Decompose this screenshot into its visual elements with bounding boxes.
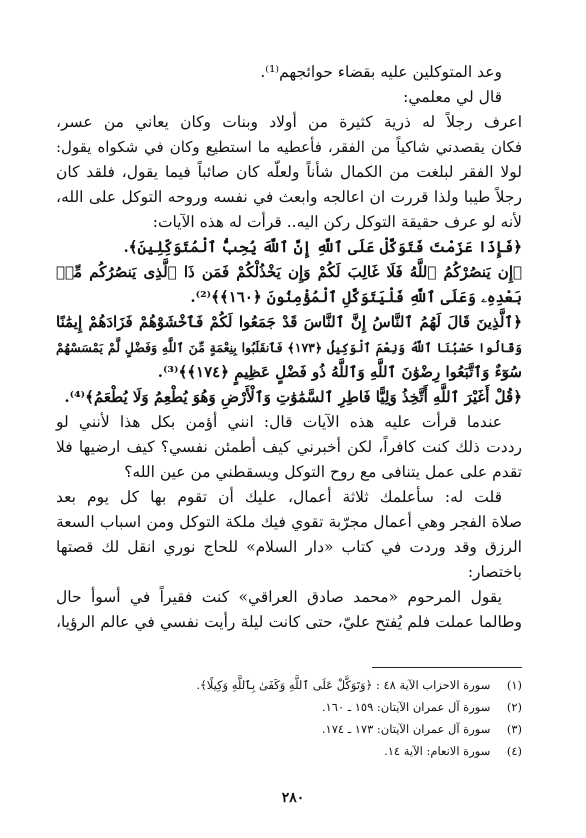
text-line: رددت ذلك كنت كافراً، لكن أخبرني كيف أطمئن نفسي؟ كيف ارضيها فلا	[56, 438, 522, 456]
text-line: لأنه لو عرف حقيقة التوكل ركن اليه.. قرأت له هذه الآيات:	[152, 213, 522, 231]
text-line: الرزق وقد وردت في كتاب «دار السلام» للحاج نوري انقل لك قصتها	[56, 538, 522, 556]
text-line: تقدم على عمل يتنافى مع روح التوكل ويسقطني من عين الله؟	[124, 463, 522, 481]
text-line: لولا الفقر لبلغت من الكمال شأناً ولعلّه كان صائباً فيما يقول، فلقد كان	[56, 163, 522, 181]
footnote-number: (٣)	[506, 722, 522, 736]
text-line: اعرف رجلاً له ذرية كثيرة من أولاد وبنات وكان يعاني من عسر،	[56, 113, 522, 131]
text-line: وطالما عملت فلم يُفتح عليّ، حتى كانت ليلة رأيت نفسي في عالم الرؤيا،	[56, 613, 522, 631]
body-text	[56, 60, 522, 635]
text-line: قلت له: سأعلمك ثلاثة أعمال، عليك أن تقوم بها كل يوم بعد	[56, 488, 502, 506]
footnote-divider	[372, 667, 522, 668]
quran-verse: وَقَالُوا حَسْبُنَا ٱللَّهُ وَنِعْمَ ٱلْوَكِيلُ ﴿١٧٣﴾ فَٱنقَلَبُوا بِنِعْمَةٍ مِّنَ ٱللَّهِ وَفَضْلٍ لَّمْ يَمْسَسْهُمْ	[56, 340, 522, 355]
quran-verse: ﴿فَإِذَا عَزَمْتَ فَتَوَكَّلْ عَلَى ٱللَّهِ إِنَّ ٱللَّهَ يُحِبُّ ٱلْمُتَوَكِّلِينَ﴾.	[123, 238, 522, 256]
text-line: وعد المتوكلين عليه بقضاء حوائجهم⁽¹⁾.	[260, 63, 502, 81]
text-line: عندما قرأت عليه هذه الآيات قال: انني أؤمن بكل هذا لأنني لو	[56, 413, 502, 431]
footnote-item	[56, 740, 522, 762]
footnote-number: (٤)	[506, 744, 522, 758]
text-line: رجلاً طيبا ولذا قررت ان اعالجه وابعث في نفسه وروحه التوكل على الله،	[56, 188, 522, 206]
footnotes	[56, 674, 522, 762]
footnote-item	[56, 674, 522, 696]
text-line: يقول المرحوم «محمد صادق العراقي» كنت فقيراً في أسوأ حال	[56, 588, 502, 606]
text-line: قال لي معلمي:	[403, 88, 502, 106]
footnote-text: سورة آل عمران الآيتان: ١٥٩ ـ ١٦٠.	[321, 700, 491, 714]
quran-verse: سُوٓءٌ وَٱتَّبَعُوا رِضْوَٰنَ ٱللَّهِ وَٱللَّهُ ذُو فَضْلٍ عَظِيمٍ ﴿١٧٤﴾﴾⁽³⁾.	[157, 363, 522, 381]
footnote-text: سورة آل عمران الآيتان: ١٧٣ ـ ١٧٤.	[321, 722, 491, 736]
quran-verse: ﴿قُلْ أَغَيْرَ ٱللَّهِ أَتَّخِذُ وَلِيًّا فَاطِرِ ٱلسَّمَٰوَٰتِ وَٱلْأَرْضِ وَهُوَ يُطْعِمُ وَلَا يُطْعَمُ﴾⁽⁴⁾.	[64, 388, 522, 406]
quran-verse: بَعْدِهِۦ وَعَلَى ٱللَّهِ فَلْيَتَوَكَّلِ ٱلْمُؤْمِنُونَ ﴿١٦٠﴾﴾⁽²⁾.	[190, 288, 522, 306]
footnote-number: (١)	[506, 678, 522, 692]
page-number: ٢٨٠	[281, 790, 305, 806]
footnote-text: سورة الاحزاب الآية ٤٨ : ﴿وَتَوَكَّلْ عَلَى ٱللَّهِ وَكَفَىٰ بِٱللَّهِ وَكِيلًا﴾.	[196, 678, 491, 692]
footnote-item	[56, 696, 522, 718]
footnote-text: سورة الانعام: الآية ١٤.	[384, 744, 491, 758]
quran-verse: ﴿إِن يَنصُرْكُمُ ٱللَّهُ فَلَا غَالِبَ لَكُمْ وَإِن يَخْذُلْكُمْ فَمَن ذَا ٱلَّذِى يَنصُرُكُم مِّنۢ	[56, 263, 522, 281]
footnote-number: (٢)	[506, 700, 522, 714]
footnote-item	[56, 718, 522, 740]
text-line: باختصار:	[467, 563, 522, 581]
text-line: صلاة الفجر وهي أعمال مجرّبة تقوي فيك ملكة التوكل ومن اسباب السعة	[56, 513, 522, 531]
text-line: فكان يقصدني شاكياً من الفقر، فأعطيه ما استطيع وكان في شكواه يقول:	[56, 138, 522, 156]
quran-verse: ﴿ٱلَّذِينَ قَالَ لَهُمُ ٱلنَّاسُ إِنَّ ٱلنَّاسَ قَدْ جَمَعُوا لَكُمْ فَٱخْشَوْهُمْ فَزَادَهُمْ إِيمَٰنًا	[56, 313, 522, 331]
